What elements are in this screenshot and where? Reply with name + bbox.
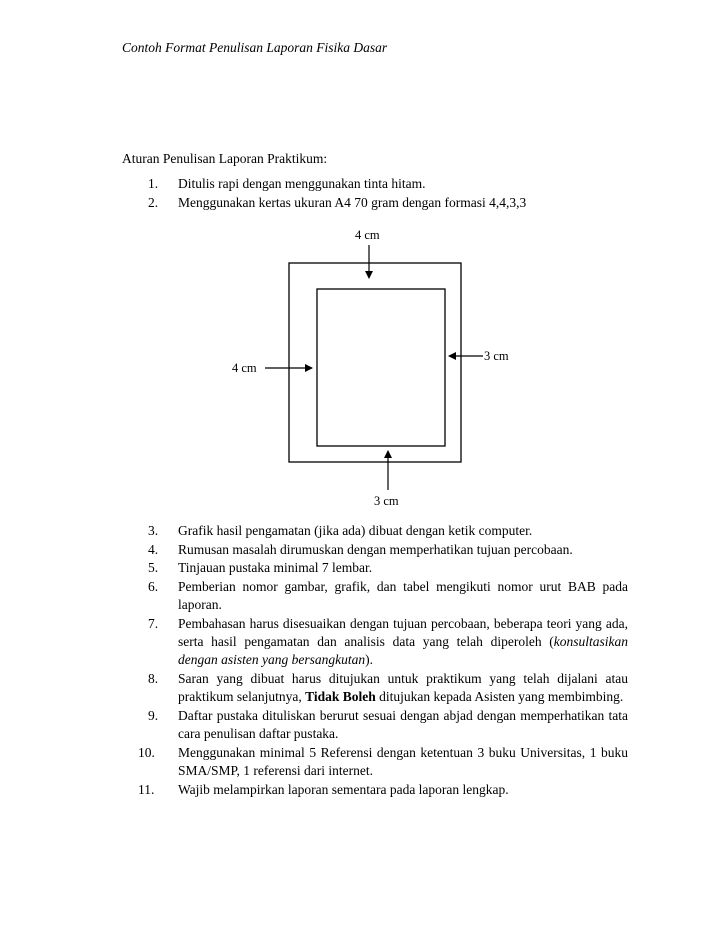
- list-item: [148, 670, 628, 706]
- text-area-outline: [317, 289, 445, 446]
- paper-outline: [289, 263, 461, 462]
- top-margin-label: 4 cm: [355, 228, 380, 242]
- section-heading: Aturan Penulisan Laporan Praktikum:: [122, 151, 328, 166]
- list-text: Grafik hasil pengamatan (jika ada) dibuat dengan ketik computer.: [178, 523, 533, 538]
- list-number: 1.: [148, 176, 159, 191]
- list-number: 4.: [148, 541, 159, 557]
- list-text: Menggunakan minimal 5 Referensi dengan ketentuan 3 buku Universitas, 1 buku SMA/SMP, 1 referensi dari internet.: [178, 744, 628, 779]
- list-text: Menggunakan kertas ukuran A4 70 gram dengan formasi 4,4,3,3: [178, 194, 527, 210]
- list-text-a: Saran yang dibuat harus ditujukan untuk praktikum yang telah dijalani atau praktikum selanjutnya,: [178, 671, 628, 705]
- list-text: Daftar pustaka dituliskan berurut sesuai dengan abjad dengan memperhatikan tata cara penulisan daftar pustaka.: [178, 708, 628, 742]
- list-number: 8.: [148, 671, 159, 687]
- list-number: 3.: [148, 523, 159, 538]
- list-item: [148, 541, 628, 559]
- rules-list-bottom: [138, 522, 628, 800]
- list-number: 9.: [148, 708, 159, 724]
- list-item: [148, 707, 628, 743]
- list-item: [138, 744, 628, 780]
- left-margin-label: 4 cm: [232, 361, 257, 375]
- list-item: [148, 615, 628, 670]
- list-text-a: Pembahasan harus disesuaikan dengan tujuan percobaan, beberapa teori yang ada, serta hasil pengamatan dan analisis data yang telah diperoleh (: [178, 616, 628, 650]
- list-item: [148, 578, 628, 614]
- list-text-bold: Tidak Boleh: [305, 689, 376, 705]
- list-number: 7.: [148, 616, 159, 632]
- list-text-b: ).: [365, 652, 373, 668]
- page-header: Contoh Format Penulisan Laporan Fisika Dasar: [122, 40, 388, 55]
- list-number: 11.: [138, 781, 155, 797]
- list-item: [148, 522, 628, 540]
- list-text: Rumusan masalah dirumuskan dengan memperhatikan tujuan percobaan.: [178, 541, 573, 557]
- list-text: Ditulis rapi dengan menggunakan tinta hitam.: [178, 176, 426, 191]
- list-item: [138, 781, 628, 799]
- list-text: Wajib melampirkan laporan sementara pada laporan lengkap.: [178, 781, 509, 797]
- list-text-emphasis: konsultasikan dengan asisten yang bersangkutan: [178, 634, 628, 668]
- list-text: Pemberian nomor gambar, grafik, dan tabel mengikuti nomor urut BAB pada laporan.: [178, 579, 628, 613]
- list-number: 2.: [148, 194, 159, 210]
- list-text: Tinjauan pustaka minimal 7 lembar.: [178, 560, 373, 576]
- bottom-margin-label: 3 cm: [374, 494, 399, 508]
- right-margin-label: 3 cm: [484, 349, 509, 363]
- list-number: 6.: [148, 579, 159, 595]
- list-number: 10.: [138, 744, 155, 760]
- list-number: 5.: [148, 560, 159, 576]
- list-item: [148, 559, 628, 577]
- list-text-b: ditujukan kepada Asisten yang membimbing.: [375, 689, 624, 705]
